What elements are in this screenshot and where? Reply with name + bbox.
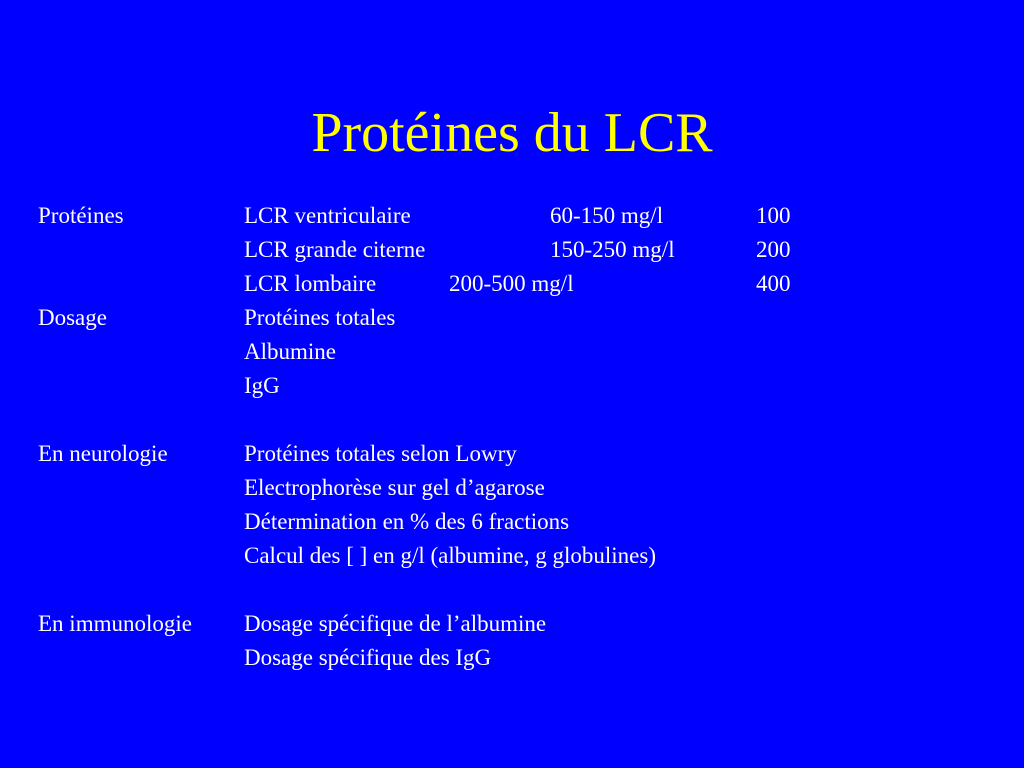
section-label-proteines: Protéines (38, 203, 124, 228)
lcr-range-grande-citerne: 150-250 mg/l (550, 237, 675, 262)
lcr-site-grande-citerne: LCR grande citerne (244, 237, 426, 262)
dosage-item: IgG (244, 373, 280, 398)
dosage-item: Protéines totales (244, 305, 396, 330)
lcr-range-ventriculaire: 60-150 mg/l (550, 203, 664, 228)
lcr-value-ventriculaire: 100 (756, 203, 791, 228)
slide-title: Protéines du LCR (311, 102, 713, 164)
neurologie-item: Electrophorèse sur gel d’agarose (244, 475, 545, 500)
lcr-site-ventriculaire: LCR ventriculaire (244, 203, 411, 228)
section-label-immunologie: En immunologie (38, 611, 192, 636)
immunologie-item: Dosage spécifique de l’albumine (244, 611, 547, 636)
neurologie-item: Calcul des [ ] en g/l (albumine, g globulines) (244, 543, 656, 568)
neurologie-item: Protéines totales selon Lowry (244, 441, 517, 466)
lcr-range-lombaire: 200-500 mg/l (449, 271, 574, 296)
lcr-site-lombaire: LCR lombaire (244, 271, 377, 296)
immunologie-item: Dosage spécifique des IgG (244, 645, 492, 670)
section-label-neurologie: En neurologie (38, 441, 168, 466)
dosage-item: Albumine (244, 339, 336, 364)
lcr-value-grande-citerne: 200 (756, 237, 791, 262)
section-label-dosage: Dosage (38, 305, 107, 330)
neurologie-item: Détermination en % des 6 fractions (244, 509, 570, 534)
lcr-value-lombaire: 400 (756, 271, 791, 296)
